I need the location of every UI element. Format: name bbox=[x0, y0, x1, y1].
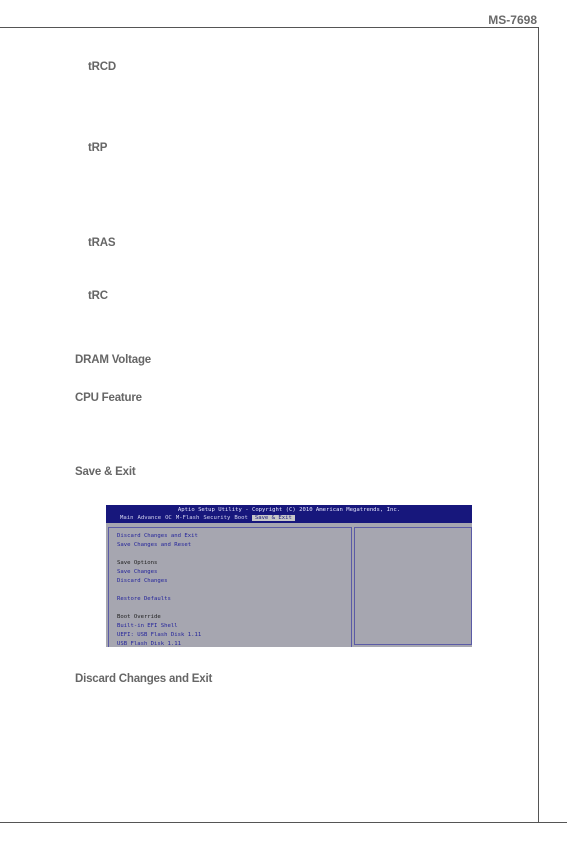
bios-screenshot bbox=[106, 505, 472, 647]
bios-help-panel bbox=[354, 527, 472, 645]
side-rule bbox=[538, 27, 539, 823]
heading-save-exit: Save & Exit bbox=[75, 466, 136, 478]
heading-dram-voltage: DRAM Voltage bbox=[75, 354, 151, 366]
bios-tab-save-exit[interactable]: Save & Exit bbox=[252, 515, 295, 521]
bios-tab-m-flash[interactable]: M-Flash bbox=[175, 515, 200, 521]
bios-tab-main[interactable]: Main bbox=[120, 515, 134, 521]
heading-trc: tRC bbox=[88, 290, 108, 302]
bios-tab-security[interactable]: Security bbox=[203, 515, 231, 521]
bios-tab-boot[interactable]: Boot bbox=[234, 515, 248, 521]
bios-item-save-changes[interactable]: Save Changes bbox=[117, 569, 158, 575]
bios-item-discard-changes-and-exit[interactable]: Discard Changes and Exit bbox=[117, 533, 198, 539]
bios-item-built-in-efi-shell[interactable]: Built-in EFI Shell bbox=[117, 623, 178, 629]
bottom-rule bbox=[0, 822, 567, 823]
bios-item-uefi-usb-flash-disk[interactable]: UEFI: USB Flash Disk 1.11 bbox=[117, 632, 202, 638]
bios-tab-advance[interactable]: Advance bbox=[137, 515, 162, 521]
heading-trcd: tRCD bbox=[88, 61, 116, 73]
bios-item-restore-defaults[interactable]: Restore Defaults bbox=[117, 596, 171, 602]
bios-menu-panel bbox=[108, 527, 352, 647]
bios-tabs bbox=[120, 515, 299, 521]
heading-cpu-feature: CPU Feature bbox=[75, 392, 142, 404]
bios-item-save-changes-and-reset[interactable]: Save Changes and Reset bbox=[117, 542, 192, 548]
heading-tras: tRAS bbox=[88, 237, 116, 249]
heading-trp: tRP bbox=[88, 142, 108, 154]
top-rule bbox=[0, 27, 538, 28]
heading-discard-changes-and-exit: Discard Changes and Exit bbox=[75, 673, 213, 685]
bios-item-usb-flash-disk[interactable]: USB Flash Disk 1.11 bbox=[117, 641, 181, 647]
bios-group-save-options: Save Options bbox=[117, 560, 158, 566]
bios-title-bar bbox=[106, 505, 472, 523]
model-number: MS-7698 bbox=[488, 13, 537, 27]
bios-group-boot-override: Boot Override bbox=[117, 614, 161, 620]
bios-title: Aptio Setup Utility - Copyright (C) 2010 American Megatrends, Inc. bbox=[177, 507, 401, 513]
bios-tab-oc[interactable]: OC bbox=[165, 515, 172, 521]
bios-item-discard-changes[interactable]: Discard Changes bbox=[117, 578, 168, 584]
